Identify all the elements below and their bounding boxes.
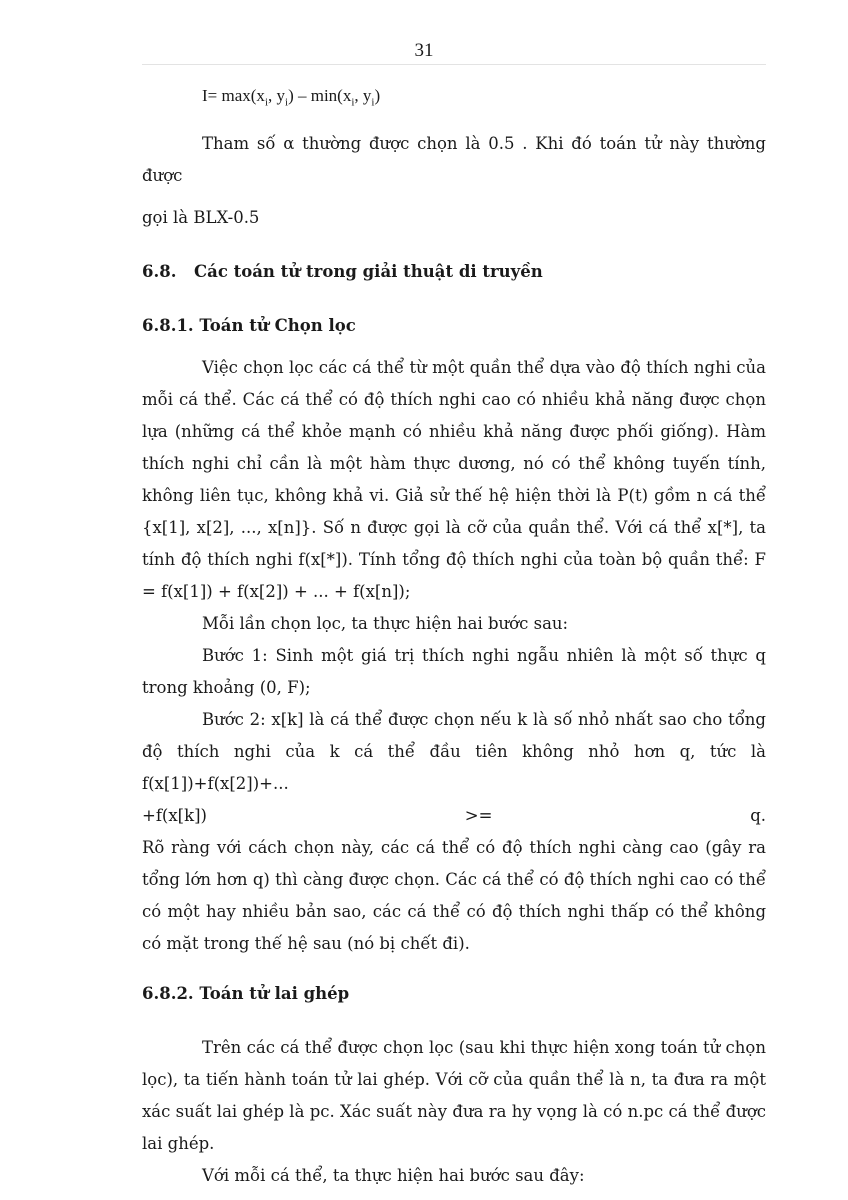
section-heading [142,256,766,288]
section-number: 6.8. [142,262,177,282]
formula-left: +f(x[k]) [142,806,207,826]
formula-right: q. [750,806,766,826]
selection-step-2-formula [142,800,766,832]
page-body [142,80,766,1192]
formula-interval: $I= \max(x_i$, $y_i) - \min(x_i$, $y_i$) [202,86,381,109]
crossover-paragraph: Trên các cá thể được chọn lọc (sau khi thực hiện xong toán tử chọn lọc), ta tiến hành toán tử lai ghép. Với cỡ của quần thể là n, ta đưa ra một xác suất lai ghép là pc. Xác suất này đưa ra hy vọng là có n.pc cá thể được lai ghép. [142,1038,766,1154]
header-rule [142,64,766,65]
subsection-heading-crossover: 6.8.2. Toán tử lai ghép [142,984,350,1004]
selection-step-2: Bước 2: x[k] là cá thể được chọn nếu k là số nhỏ nhất sao cho tổng độ thích nghi của k cá thể đầu tiên không nhỏ hơn q, tức là f(x[1])+f(x[2])+... [142,710,766,794]
page-number: 31 [414,40,434,61]
selection-steps-intro: Mỗi lần chọn lọc, ta thực hiện hai bước sau: [202,614,569,634]
intro-paragraph-line2: gọi là BLX-0.5 [142,208,260,228]
crossover-steps-intro: Với mỗi cá thể, ta thực hiện hai bước sau đây: [202,1166,585,1186]
subsection-heading-selection: 6.8.1. Toán tử Chọn lọc [142,316,356,336]
selection-step-1: Bước 1: Sinh một giá trị thích nghi ngẫu nhiên là một số thực q trong khoảng (0, F); [142,646,766,698]
selection-paragraph: Việc chọn lọc các cá thể từ một quần thể dựa vào độ thích nghi của mỗi cá thể. Các cá thể có độ thích nghi cao có nhiều khả năng được chọn lựa (những cá thể khỏe mạnh có nhiều khả năng được phối giống). Hàm thích nghi chỉ cần là một hàm thực dương, nó có thể không tuyến tính, không liên tục, không khả vi. Giả sử thế hệ hiện thời là P(t) gồm n cá thể {x[1], x[2], ..., x[n]}. Số n được gọi là cỡ của quần thể. Với cá thể x[*], ta tính độ thích nghi f(x[*]). Tính tổng độ thích nghi của toàn bộ quần thể: F = f(x[1]) + f(x[2]) + ... + f(x[n]); [142,358,766,602]
intro-paragraph-line1: Tham số α thường được chọn là 0.5 . Khi đó toán tử này thường được [142,134,766,186]
section-title: Các toán tử trong giải thuật di truyền [194,262,543,282]
formula-operator: >= [464,806,493,826]
selection-conclusion: Rõ ràng với cách chọn này, các cá thể có độ thích nghi càng cao (gây ra tổng lớn hơn q) thì càng được chọn. Các cá thể có độ thích nghi cao có thể có một hay nhiều bản sao, các cá thể có độ thích nghi thấp có thể không có mặt trong thế hệ sau (nó bị chết đi). [142,838,766,954]
